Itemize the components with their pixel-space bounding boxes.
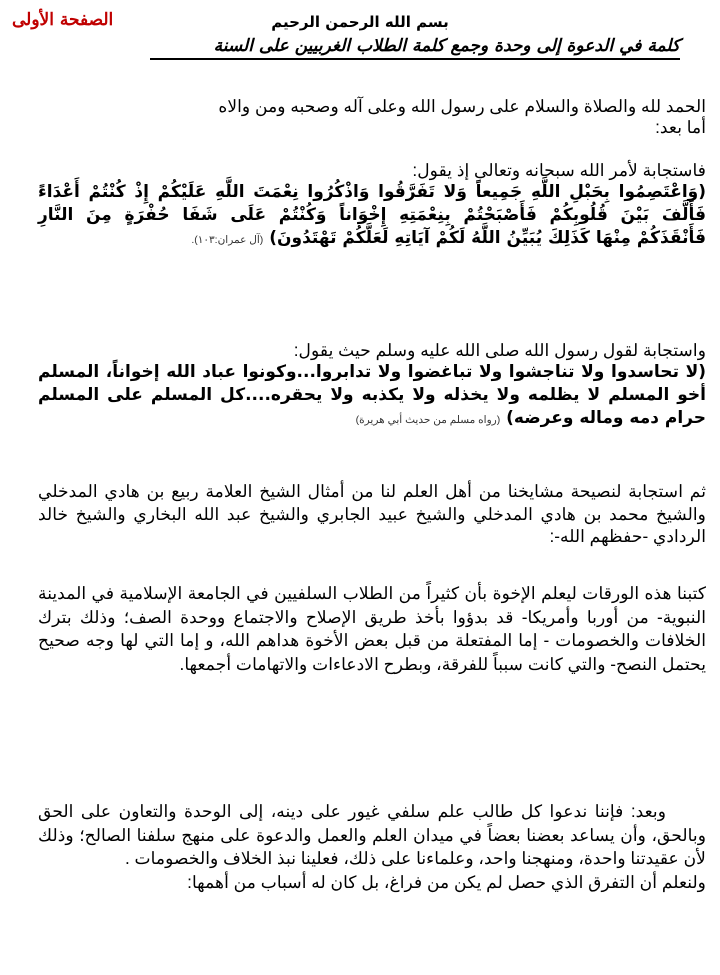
hadith-text-block — [38, 361, 706, 432]
hadith-text: (لا تحاسدوا ولا تناجشوا ولا تباغضوا ولا تدابروا...وكونوا عباد الله إخواناً، المسلم أخو المسلم لا يظلمه ولا يخذله ولا يكذبه ولا يحقره....كل المسلم على المسلم حرام دمه وماله وعرضه) — [38, 362, 706, 428]
hadith-section — [38, 340, 706, 432]
paragraph-text: وبعد: فإننا ندعوا كل طالب علم سلفي غيور على دينه، إلى الوحدة والتعاون على الحق وبالحق، وأن يساعد بعضنا بعضاً في ميدان العلم والعمل والدعوة على منهج سلفنا الصالح؛ وذلك لأن عقيدتنا واحدة، ومنهجنا واحد، وعلماءنا على ذلك، فعلينا نبذ الخلاف والخصومات . — [38, 801, 706, 868]
paragraph-text: كتبنا هذه الورقات ليعلم الإخوة بأن كثيراً من الطلاب السلفيين في الجامعة الإسلامية في المدينة النبوية- من أوربا وأمريكا- قد بدؤوا بأخذ طريق الإصلاح والاجتماع ووحدة الصف؛ وذلك بترك الخلافات والخصومات - إما المفتعلة من قبل بعض الأخوة هداهم الله، و إما التي لها وجه صحيح يحتمل النصح- والتي كانت سبباً للفرقة، وبطرح الادعاءات والاتهامات أجمعها. — [38, 583, 706, 674]
quran-section — [38, 160, 706, 252]
paragraph-text: ولنعلم أن التفرق الذي حصل لم يكن من فراغ، بل كان له أسباب من أهمها: — [187, 871, 706, 892]
paragraph-call — [38, 800, 706, 894]
page-label: الصفحة الأولى — [12, 10, 114, 30]
opening-section — [38, 96, 706, 138]
quran-intro: فاستجابة لأمر الله سبحانه وتعالى إذ يقول: — [412, 160, 706, 180]
basmala-heading: بسم الله الرحمن الرحيم — [271, 13, 449, 31]
hadith-reference: (رواه مسلم من حديث أبي هريرة) — [355, 414, 501, 426]
document-title: كلمة في الدعوة إلى وحدة وجمع كلمة الطلاب الغربيين على السنة — [150, 36, 680, 60]
quran-verse-text: (وَاعْتَصِمُوا بِحَبْلِ اللَّهِ جَمِيعاً وَلا تَفَرَّقُوا وَاذْكُرُوا نِعْمَتَ اللَّهِ عَلَيْكُمْ إِذْ كُنْتُمْ أَعْدَاءً فَأَلَّفَ بَيْنَ قُلُوبِكُمْ فَأَصْبَحْتُمْ بِنِعْمَتِهِ إِخْوَاناً وَكُنْتُمْ عَلَى شَفَا حُفْرَةٍ مِنَ النَّارِ فَأَنْقَذَكُمْ مِنْهَا كَذَلِكَ يُبَيِّنُ اللَّهُ لَكُمْ آيَاتِهِ لَعَلَّكُمْ تَهْتَدُونَ) — [38, 182, 706, 248]
opening-line-praise: الحمد لله والصلاة والسلام على رسول الله وعلى آله وصحبه ومن والاه — [218, 96, 706, 116]
quran-reference: (آل عمران:١٠٣). — [191, 234, 264, 246]
paragraph-unity-news — [38, 582, 706, 676]
opening-line-amma-bad: أما بعد: — [655, 117, 706, 137]
paragraph-text: ثم استجابة لنصيحة مشايخنا من أهل العلم لنا من أمثال الشيخ العلامة ربيع بن هادي المدخلي والشيخ محمد بن هادي المدخلي والشيخ عبيد الجابري والشيخ عبد الله البخاري والشيخ خالد الردادي -حفظهم الله-: — [38, 481, 706, 546]
quran-verse — [38, 181, 706, 252]
hadith-intro: واستجابة لقول رسول الله صلى الله عليه وسلم حيث يقول: — [293, 340, 706, 360]
paragraph-scholars — [38, 480, 706, 548]
